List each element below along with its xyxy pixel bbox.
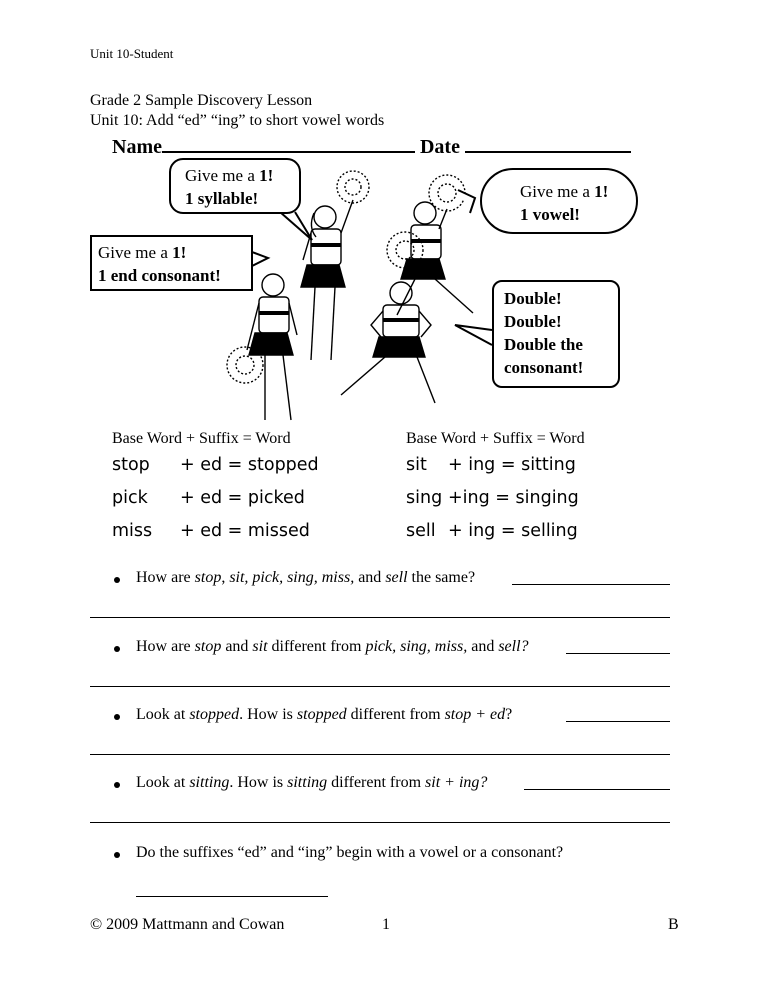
date-label: Date — [419, 136, 460, 158]
word-result: + ing = selling — [448, 521, 578, 541]
bubble-bold: 1! — [172, 243, 187, 262]
word-result: + ed = picked — [180, 488, 305, 508]
bubble-tails — [0, 0, 768, 430]
bubble-line: Double! — [504, 312, 562, 331]
answer-line-q5[interactable] — [136, 896, 328, 897]
question-4: Look at sitting. How is sitting different from sit + ing? — [136, 774, 488, 791]
footer-version: B — [668, 916, 679, 933]
word-row — [406, 455, 576, 475]
lesson-subtitle: Unit 10: Add “ed” “ing” to short vowel words — [90, 112, 385, 129]
speech-bubble-vowel — [480, 168, 638, 234]
word-result: + ed = stopped — [180, 455, 319, 475]
bubble-text: Give me a — [185, 166, 260, 185]
answer-line-q1b[interactable] — [90, 617, 670, 618]
bubble-bold: 1! — [259, 166, 274, 185]
bubble-text: Give me a — [98, 243, 173, 262]
footer-copyright: © 2009 Mattmann and Cowan — [90, 916, 285, 933]
question-1: How are stop, sit, pick, sing, miss, and sell the same? — [136, 569, 476, 586]
speech-bubble-end-consonant — [90, 235, 253, 291]
word-row — [112, 455, 319, 475]
base-word: sell — [406, 521, 436, 541]
base-word: stop — [112, 455, 150, 475]
speech-bubble-double — [492, 280, 620, 388]
bubble-line2: 1 vowel! — [520, 205, 580, 224]
name-label: Name — [112, 136, 162, 158]
bubble-text: Give me a — [520, 182, 595, 201]
answer-line-q2b[interactable] — [90, 686, 670, 687]
question-3: Look at stopped. How is stopped different from stop + ed? — [136, 706, 513, 723]
bubble-line: Double! — [504, 289, 562, 308]
answer-line-q4a[interactable] — [524, 789, 670, 790]
table-header-left: Base Word + Suffix = Word — [112, 430, 291, 447]
base-word: miss — [112, 521, 153, 541]
answer-line-q3b[interactable] — [90, 754, 670, 755]
answer-line-q4b[interactable] — [90, 822, 670, 823]
unit-header: Unit 10-Student — [90, 46, 174, 61]
bubble-bold: 1! — [594, 182, 609, 201]
bubble-line2: 1 end consonant! — [98, 266, 221, 285]
word-row — [406, 488, 579, 508]
word-result: + ed = missed — [180, 521, 310, 541]
word-row — [112, 521, 310, 541]
answer-line-q1a[interactable] — [512, 584, 670, 585]
answer-line-q3a[interactable] — [566, 721, 670, 722]
table-header-right: Base Word + Suffix = Word — [406, 430, 585, 447]
question-2: How are stop and sit different from pick, sing, miss, and sell? — [136, 638, 529, 655]
bubble-line: Double the — [504, 335, 583, 354]
speech-bubble-syllable — [169, 158, 301, 214]
bullet — [114, 852, 120, 858]
bullet — [114, 646, 120, 652]
bubble-line2: 1 syllable! — [185, 189, 259, 208]
word-result: + ing = sitting — [448, 455, 576, 475]
bubble-line: consonant! — [504, 358, 584, 377]
question-5: Do the suffixes “ed” and “ing” begin with a vowel or a consonant? — [136, 844, 564, 861]
bullet — [114, 577, 120, 583]
word-row — [406, 521, 578, 541]
base-word: sing — [406, 488, 443, 508]
base-word: sit — [406, 455, 427, 475]
base-word: pick — [112, 488, 148, 508]
lesson-title: Grade 2 Sample Discovery Lesson — [90, 92, 313, 109]
bullet — [114, 782, 120, 788]
word-result: +ing = singing — [448, 488, 579, 508]
word-row — [112, 488, 305, 508]
answer-line-q2a[interactable] — [566, 653, 670, 654]
bullet — [114, 714, 120, 720]
footer-page-number: 1 — [382, 916, 390, 933]
